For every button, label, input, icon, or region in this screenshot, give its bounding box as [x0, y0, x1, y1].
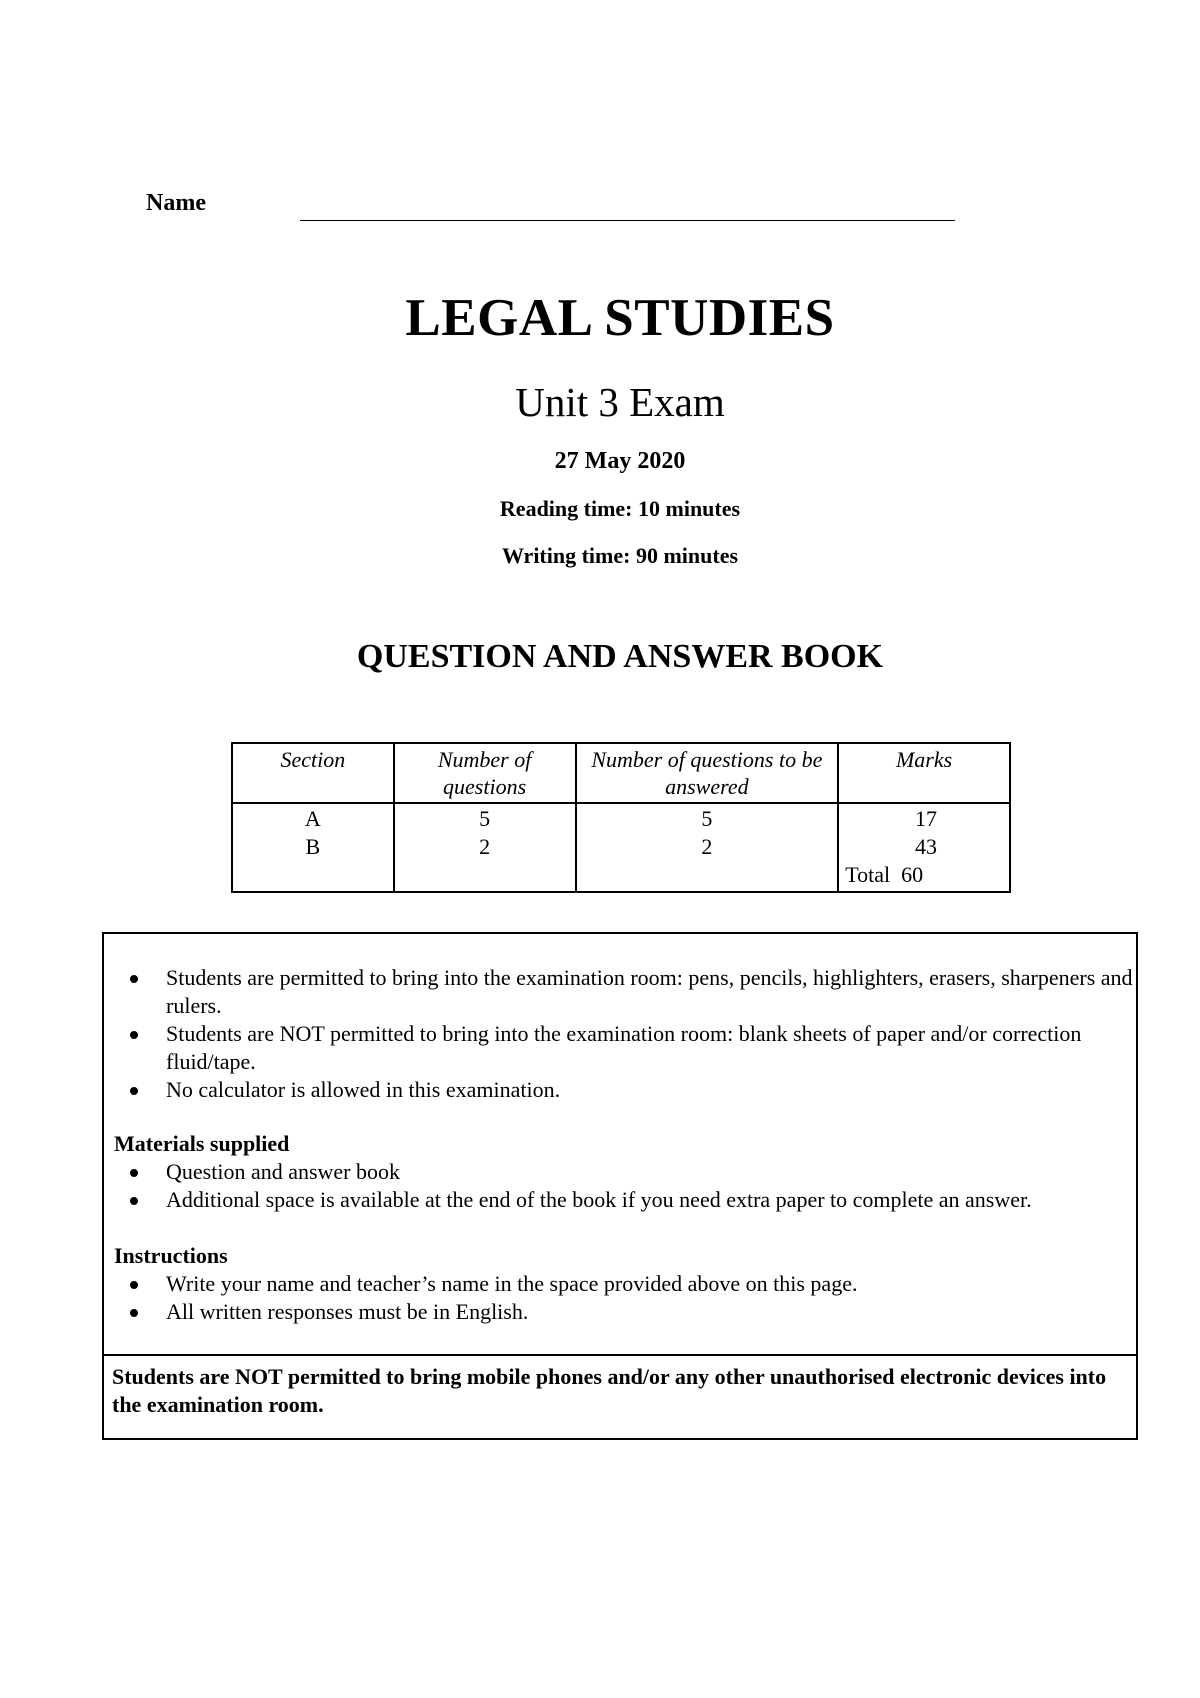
- table-row: [232, 803, 1010, 892]
- exam-structure-table: [231, 742, 1011, 893]
- header-questions-to-answer: Number of questions to be answered: [576, 743, 839, 803]
- devices-warning: Students are NOT permitted to bring mobile phones and/or any other unauthorised electronic devices into the examination room.: [104, 1354, 1136, 1438]
- list-item: Students are permitted to bring into the examination room: pens, pencils, highlighters, erasers, sharpeners and rulers.: [104, 964, 1134, 1020]
- marks-cell: [838, 803, 1010, 892]
- num-answered-a: 5: [701, 806, 713, 831]
- name-write-line[interactable]: [300, 220, 955, 221]
- list-item: Write your name and teacher’s name in the space provided above on this page.: [104, 1270, 1134, 1298]
- name-row: [146, 190, 956, 230]
- table-header-row: [232, 743, 1010, 803]
- num-answered-b: 2: [701, 834, 713, 859]
- book-type-heading: QUESTION AND ANSWER BOOK: [356, 638, 884, 675]
- section-cell: [232, 803, 394, 892]
- materials-list: [104, 1158, 1134, 1214]
- marks-a: 17: [915, 806, 937, 831]
- subject-title: LEGAL STUDIES: [405, 289, 835, 347]
- marks-b: 43: [915, 834, 937, 859]
- materials-heading: Materials supplied: [114, 1131, 290, 1156]
- permitted-items-list: [104, 964, 1134, 1104]
- instructions-heading: Instructions: [114, 1243, 228, 1268]
- section-a: A: [304, 806, 321, 831]
- list-item: Additional space is available at the end of the book if you need extra paper to complete an answer.: [104, 1186, 1134, 1214]
- num-questions-a: 5: [479, 806, 491, 831]
- header-marks: Marks: [838, 743, 1010, 803]
- num-questions-b: 2: [479, 834, 491, 859]
- instructions-list: [104, 1270, 1134, 1326]
- list-item: Question and answer book: [104, 1158, 1134, 1186]
- section-b: B: [305, 834, 321, 859]
- writing-time: Writing time: 90 minutes: [501, 543, 739, 568]
- list-item: No calculator is allowed in this examination.: [104, 1076, 1134, 1104]
- unit-title: Unit 3 Exam: [515, 379, 725, 425]
- name-label: Name: [146, 190, 206, 216]
- list-item: Students are NOT permitted to bring into the examination room: blank sheets of paper and/or correction fluid/tape.: [104, 1020, 1134, 1076]
- header-number-of-questions: Number of questions: [394, 743, 576, 803]
- header-section: Section: [232, 743, 394, 803]
- instructions-box: [102, 932, 1138, 1440]
- reading-time: Reading time: 10 minutes: [499, 496, 741, 521]
- num-answered-cell: [576, 803, 839, 892]
- num-questions-cell: [394, 803, 576, 892]
- list-item: All written responses must be in English.: [104, 1298, 1134, 1326]
- marks-total: Total 60: [845, 862, 924, 887]
- exam-date: 27 May 2020: [554, 448, 686, 474]
